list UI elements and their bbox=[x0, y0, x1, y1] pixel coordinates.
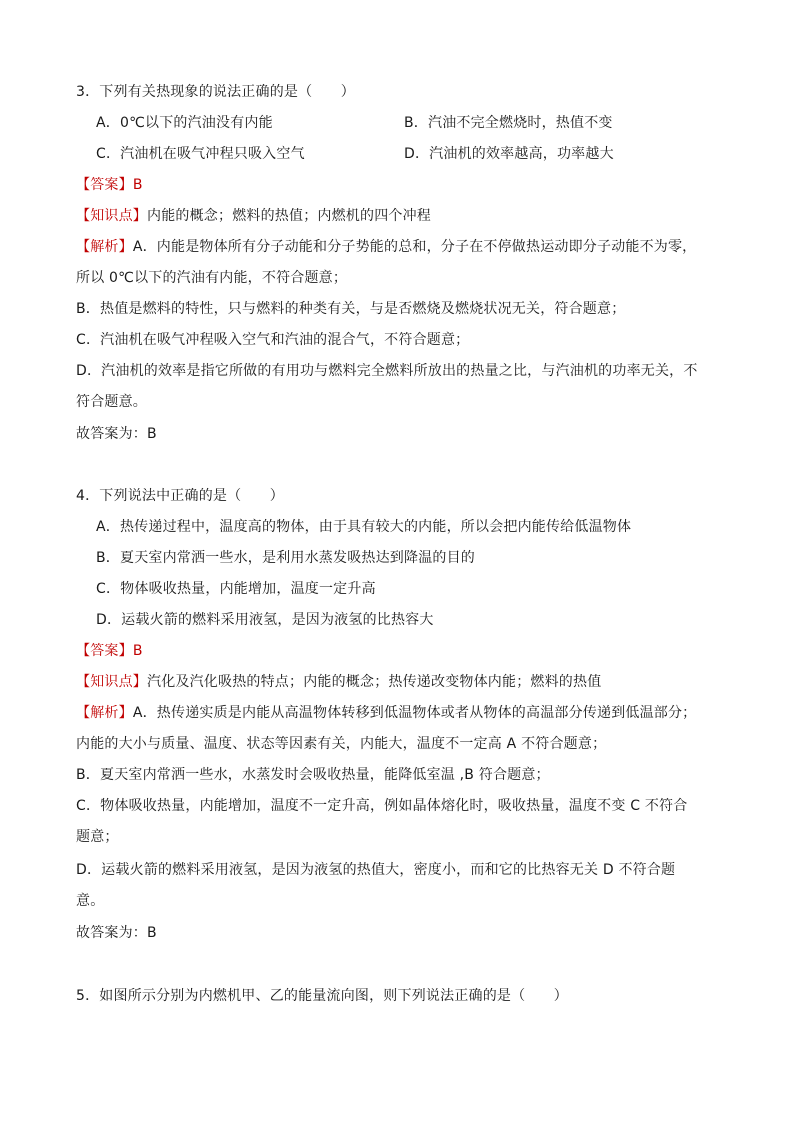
q4-answer-label: 【答案】 bbox=[76, 643, 133, 659]
q3-analysis-line-5: D．汽油机的效率是指它所做的有用功与燃料完全燃料所放出的热量之比，与汽油机的功率无关，不 bbox=[76, 363, 698, 379]
q4-analysis-line-2: 内能的大小与质量、温度、状态等因素有关，内能大，温度不一定高 A 不符合题意； bbox=[76, 736, 607, 752]
q4-knowledge-label: 【知识点】 bbox=[76, 674, 147, 690]
q4-knowledge bbox=[76, 672, 601, 692]
q4-option-a: A．热传递过程中，温度高的物体，由于具有较大的内能，所以会把内能传给低温物体 bbox=[96, 519, 632, 535]
q3-analysis-line-2: 所以 0℃以下的汽油有内能，不符合题意； bbox=[76, 270, 348, 286]
q4-analysis-line-5: 题意； bbox=[76, 829, 119, 845]
q4-option-c: C．物体吸收热量，内能增加，温度一定升高 bbox=[96, 581, 376, 597]
q4-stem: 4．下列说法中正确的是（ ） bbox=[76, 488, 284, 504]
q3-analysis-line-6: 符合题意。 bbox=[76, 394, 147, 410]
q3-option-c: C．汽油机在吸气冲程只吸入空气 bbox=[96, 146, 305, 162]
q4-analysis-line-1 bbox=[76, 703, 696, 723]
q4-analysis-line-6: D．运载火箭的燃料采用液氢，是因为液氢的热值大，密度小，而和它的比热容无关 D 不符合题 bbox=[76, 862, 676, 878]
q4-answer-value: B bbox=[132, 643, 143, 659]
q4-option-b: B．夏天室内常洒一些水，是利用水蒸发吸热达到降温的目的 bbox=[96, 550, 476, 566]
q4-analysis-line-7: 意。 bbox=[76, 893, 105, 909]
q3-knowledge bbox=[76, 206, 431, 226]
q3-stem: 3．下列有关热现象的说法正确的是（ ） bbox=[76, 84, 355, 100]
q4-analysis-label: 【解析】 bbox=[76, 705, 133, 721]
q3-option-b: B．汽油不完全燃烧时，热值不变 bbox=[404, 115, 613, 131]
q3-knowledge-label: 【知识点】 bbox=[76, 208, 147, 224]
q4-analysis-line-4: C．物体吸收热量，内能增加，温度不一定升高，例如晶体熔化时，吸收热量，温度不变 C 不符合 bbox=[76, 798, 688, 814]
q4-knowledge-text: 汽化及汽化吸热的特点；内能的概念；热传递改变物体内能；燃料的热值 bbox=[147, 674, 602, 690]
q3-analysis-line-1 bbox=[76, 237, 696, 257]
q4-conclusion: 故答案为：B bbox=[76, 925, 157, 941]
q4-answer bbox=[76, 641, 143, 661]
q4-analysis-line-3: B．夏天室内常洒一些水，水蒸发时会吸收热量，能降低室温 ,B 符合题意； bbox=[76, 767, 550, 783]
q3-answer-value: B bbox=[132, 177, 143, 193]
q3-answer-label: 【答案】 bbox=[76, 177, 133, 193]
q4-analysis-text-1: A．热传递实质是内能从高温物体转移到低温物体或者从物体的高温部分传递到低温部分； bbox=[132, 705, 697, 721]
q3-answer bbox=[76, 175, 143, 195]
q3-conclusion: 故答案为：B bbox=[76, 426, 157, 442]
q3-option-a: A．0℃以下的汽油没有内能 bbox=[96, 115, 273, 131]
q3-analysis-line-3: B．热值是燃料的特性，只与燃料的种类有关，与是否燃烧及燃烧状况无关，符合题意； bbox=[76, 301, 626, 317]
q3-analysis-label: 【解析】 bbox=[76, 239, 133, 255]
q3-knowledge-text: 内能的概念；燃料的热值；内燃机的四个冲程 bbox=[147, 208, 431, 224]
q3-option-d: D．汽油机的效率越高，功率越大 bbox=[404, 146, 614, 162]
q3-analysis-text-1: A．内能是物体所有分子动能和分子势能的总和，分子在不停做热运动即分子动能不为零， bbox=[132, 239, 697, 255]
q3-analysis-line-4: C．汽油机在吸气冲程吸入空气和汽油的混合气，不符合题意； bbox=[76, 332, 470, 348]
q5-stem: 5．如图所示分别为内燃机甲、乙的能量流向图，则下列说法正确的是（ ） bbox=[76, 988, 568, 1004]
q4-option-d: D．运载火箭的燃料采用液氢，是因为液氢的比热容大 bbox=[96, 612, 434, 628]
